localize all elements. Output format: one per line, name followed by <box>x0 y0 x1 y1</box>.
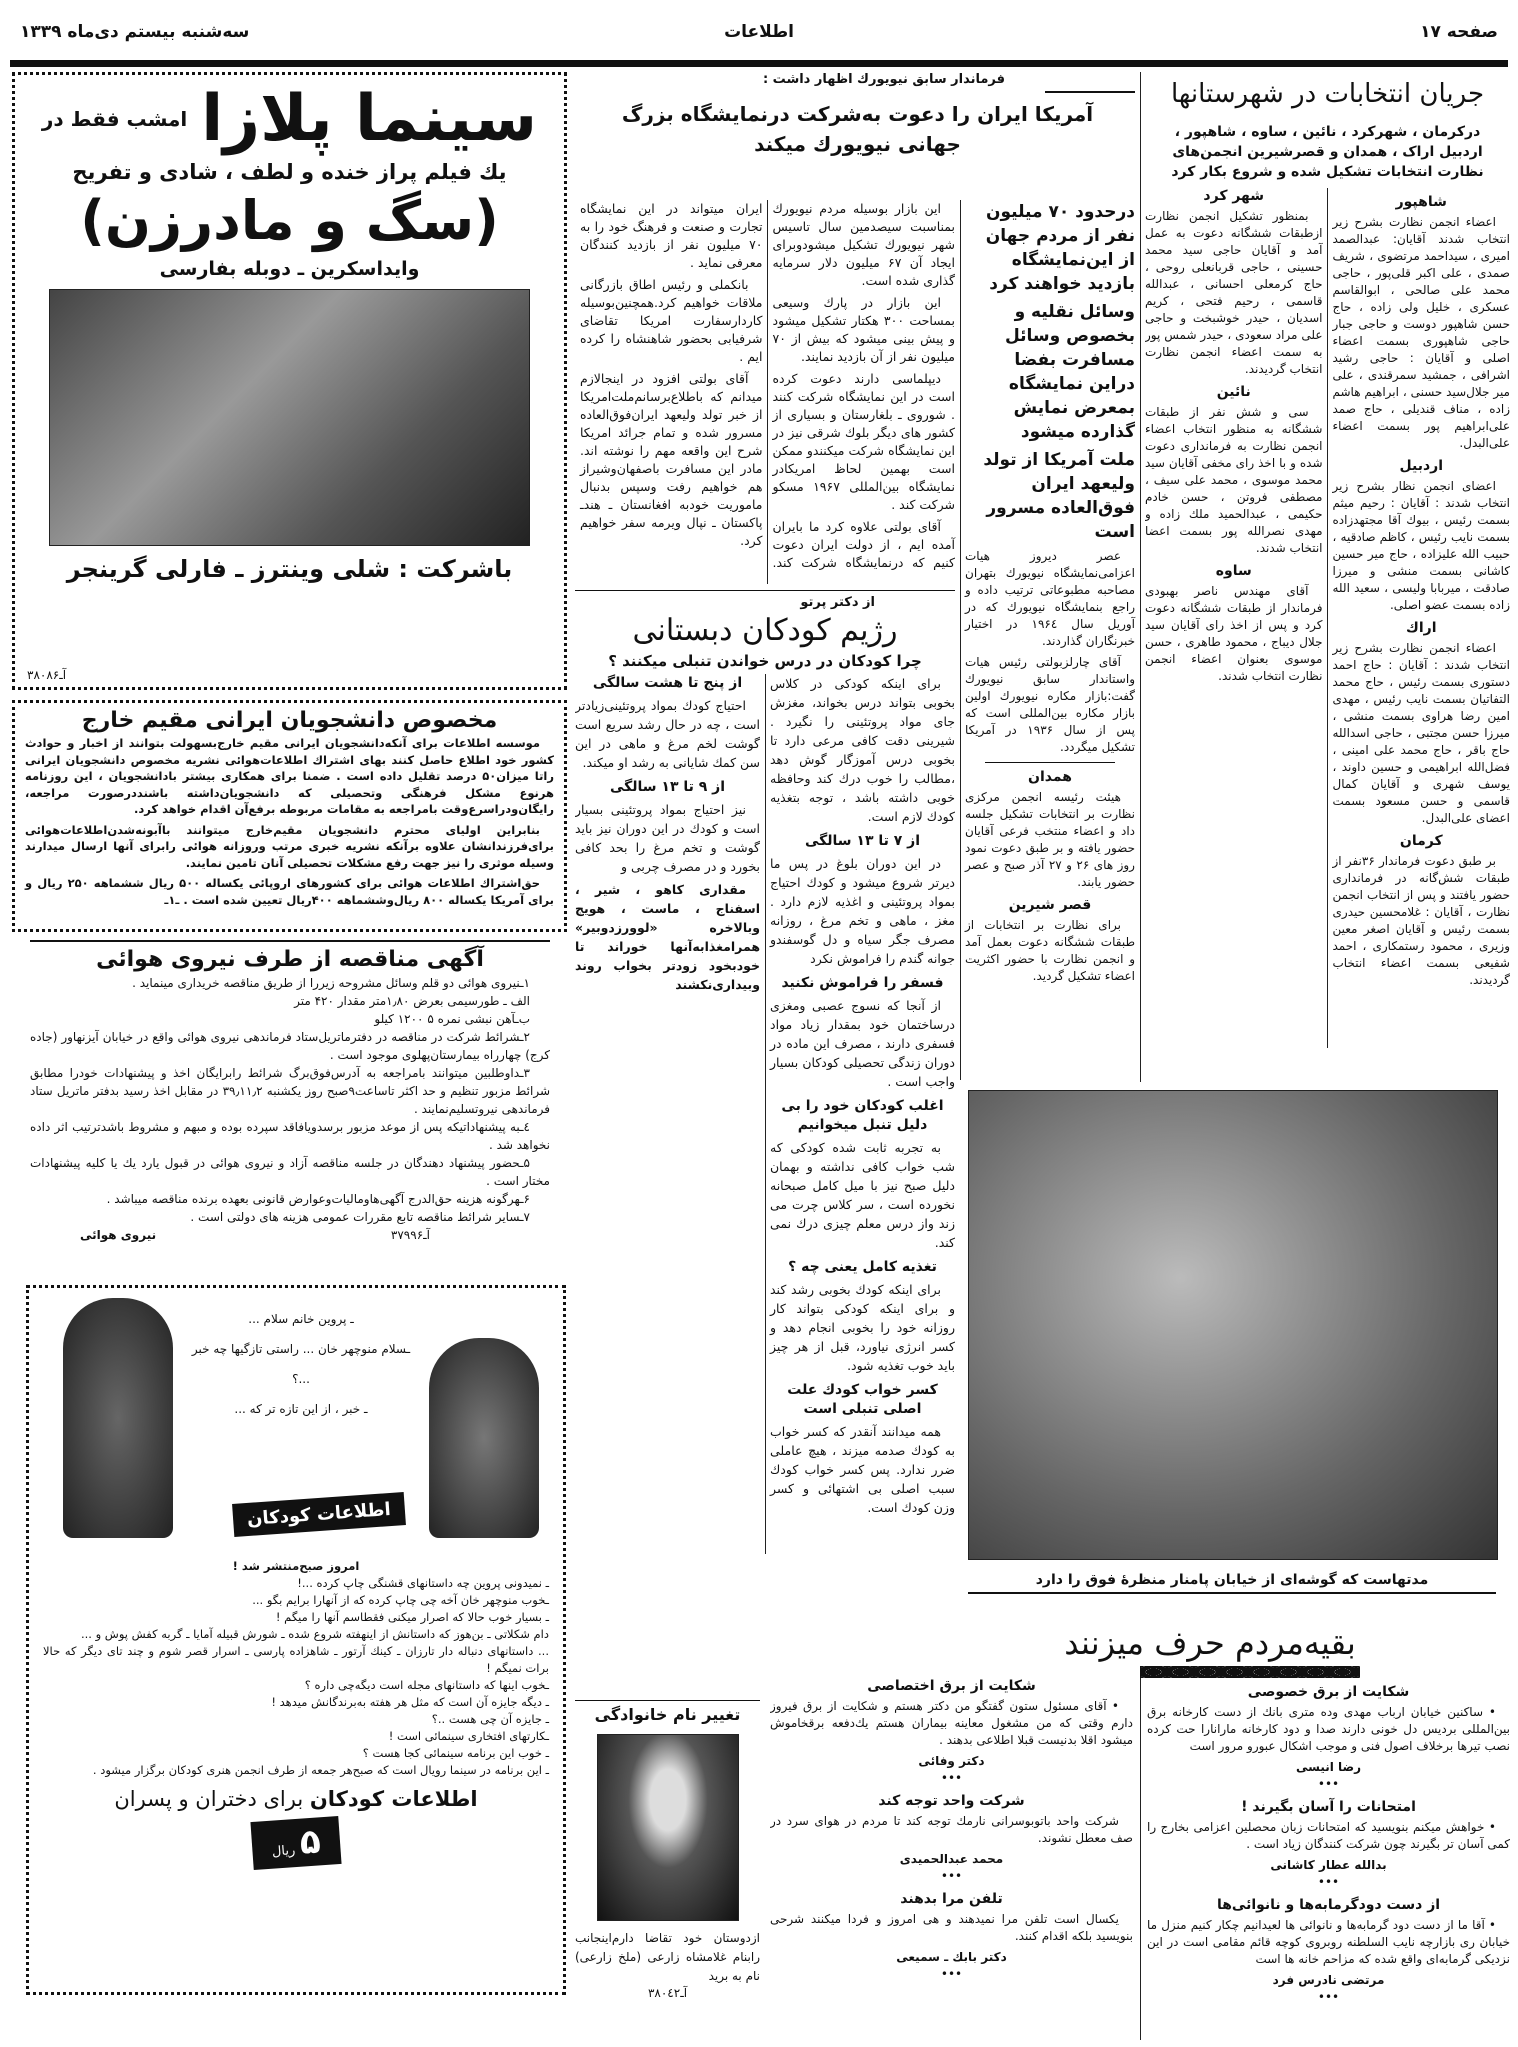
elections-body <box>1145 188 1510 1048</box>
newyork-kicker: فرماندار سابق نیویورك اظهار داشت : <box>762 72 1005 87</box>
complaint-title: تلفن مرا بدهند <box>900 1891 1003 1907</box>
separator: ••• <box>940 1967 963 1981</box>
elections-continued <box>965 769 1135 985</box>
paragraph: بنابراین اولیای محترم دانشجویان مقیم‌خارج میتوانند باآبونه‌شدن‌اطلاعات‌هوائی برای‌فرزندانشان علاوه برآنکه نشریه خبری مرتب وروزانه هوائی رابرای آنها ارسال میدارند وسیله موثری را نیز جهت رفع مشکلات تحصیلی آنان تامین نمایند. <box>25 822 554 870</box>
tender-item: ب‌ـآهن نبشی نمره ۵ ۱۲۰۰ کیلو <box>374 1012 530 1026</box>
kids-magazine-logo: اطلاعات کودکان <box>232 1492 406 1537</box>
paragraph: بانکملی و رئیس اطاق بازرگانی ملاقات خواهیم کرد.همچنین‌بوسیله کاردارسفارت امریکا تقاضای شرفیابی بحضور شاهنشاه را کرده ایم . <box>580 277 763 364</box>
paragraph: برای اینکه کودك بخوبی رشد کند و برای اینکه کودکی بتواند کار روزانه خود را بخوبی انجام دهد و کسر انرژی نیاورد، قبل از هر چیز باید خوب تغذیه شود. <box>770 1282 955 1373</box>
section-text: برای نظارت بر انتخابات از طبقات ششگانه دعوت بعمل آمد و انجمن نظارت با حضور اکثریت اعضاء تشکیل گردید. <box>965 918 1135 983</box>
dialog-line: دام شکلاتی ـ بن‌هوز که داستانش از اینهفته شروع شده ـ شورش قبیله آمایا ـ گربه کفش پوش و ... <box>80 1627 549 1641</box>
issue-date: سه‌شنبه بیستم دی‌ماه ۱۳۳۹ <box>20 22 250 42</box>
dialog-line: ... داستانهای دنباله دار تارزان ـ کینك آرتور ـ شاهزاده پارسی ـ اسرار قصر شوم و چند تای دیگر که حالا برات نمیگم ! <box>43 1644 549 1675</box>
section-text: اعضای انجمن نظار بشرح زیر انتخاب شدند : آقایان : رحیم میثم بسمت رئیس ، بیوك آقا مجتهدزاده بسمت نایب رئیس ، کاظم صادقیه ، حبیب الله علیزاده ، حاج میر حسین کاشانی بسمت منشی و میرزا صادقت ، میربابا ولیسی ، سعید الله زاده بسمت عضو اصلی. <box>1332 479 1510 612</box>
paragraph: از آنجا که نسوج عصبی ومغزی درساختمان خود بمقدار زیاد مواد فسفری دارند ، مصرف این ماده در دوران زندگی تحصیلی کودکان بسیار واجب است . <box>770 998 955 1089</box>
paragraph: به تجربه ثابت شده کودکی که شب خواب کافی نداشته و بهمان دلیل صبح نیز با میل کامل صبحانه نخورده است ، سر کلاس چرت می زند واز درس معلم چیزی درك نمی کند. <box>770 1140 955 1250</box>
paragraph: حق‌اشتراك اطلاعات هوائی برای کشورهای اروپائی یکساله ۵۰۰ ریال ششماهه ۲۵۰ ریال و برای آمریکا یکساله ۸۰۰ ریال‌وششماهه ۴۰۰ریال تعیین شده است . ـ۱ـ <box>25 876 554 907</box>
students-ad-title: مخصوص دانشجویان ایرانی مقیم خارج <box>81 708 498 733</box>
tender-item: الف ـ طورسیمی بعرض ۱٫۸۰متر مقدار ۴۲۰ متر <box>294 994 530 1008</box>
tender-item: ۱ـنیروی هوائی دو قلم وسائل مشروحه زیررا از طریق مناقصه خریداری مینماید . <box>132 976 530 990</box>
section-text: بمنظور تشکیل انجمن نظارت ازطبقات ششگانه دعوت به عمل آمد و آقایان حاجی سید محمد حسینی ، حاجی قربانعلی روحی ، حاج کرمعلی احسانی ، عبدالله قاسمی ، رحیم فتحی ، کریم اسدیان ، حیدر خوشبخت و حاجی علی مراد سعودی ، حیدر شمس پور به سمت اعضاء انجمن نظارت انتخاب گردیدند. <box>1145 209 1323 376</box>
students-abroad-ad <box>12 700 567 932</box>
paragraph: آقای بولتی افزود در اینجالازم میدانم که باطلاع‌برسانم‌ملت‌امریکا از خبر تولد ولیعهد ایران‌فوق‌العاده مسرور شده و تمام جرائد امریکا شرح این واقعه مهم را نوشته اند. مادر این مسافرت باصفهان‌وشیراز هم خواهیم رفت وسپس بدنبال ماموریت خودبه افغانستان ـ هندـ پاکستان ـ نپال ویرمه سفر خواهیم کرد. <box>580 371 763 548</box>
kids-footer-brand: اطلاعات کودکان <box>309 1787 478 1811</box>
section-title: اغلب کودکان خود را بی دلیل تنبل میخوانیم <box>781 1098 944 1133</box>
section-title: تغذیه کامل یعنی چه ؟ <box>788 1259 937 1275</box>
street-ruins-photo <box>968 1090 1498 1560</box>
section-title: شهر کرد <box>1203 188 1265 204</box>
dialog-line: ـخوب اینها که داستانهای مجله است دیگه‌چی داره ؟ <box>304 1678 549 1692</box>
section-title: از ۷ تا ۱۳ سالگی <box>804 833 921 849</box>
paragraph: دیپلماسی دارند دعوت کرده است در این نمایشگاه شرکت کنند . شوروی ـ بلغارستان و بسیاری از کشور های دیگر بلوك شرقی نیز در این نمایشگاه شرکت میکنندو ممکن است بهمین لحاظ امریکادر نمایشگاه بین‌المللی ۱۹۶۷ مسکو شرکت کند . <box>772 371 955 512</box>
section-title: از ۹ تا ۱۳ سالگی <box>609 779 726 795</box>
complaint-text: • ساکنین خیابان ارباب مهدی وده متری بانك از دست کارخانه برق بین‌المللی بردیس دل خونی دارند صدا و دود کارخانه مارانارا حت کرده نصب تیرها برخلاف اصول فنی و موجب اشکال عبورو مرور است <box>1147 1705 1510 1753</box>
kids-magazine-ad <box>26 1285 566 1995</box>
highlight-bullet: ملت آمریکا از تولد ولیعهد ایران فوق‌العاده مسرور است <box>983 450 1135 542</box>
family-name-title: تغییر نام خانوادگی <box>575 1700 760 1724</box>
section-text: سی و شش نفر از طبقات ششگانه به منظور انتخاب اعضاء انجمن نظارت به فرمانداری دعوت شده و با اخذ رای مخفی آقایان سید محمد موسوی ، محمد علی سیف ، مصطفی فروتن ، حسن خادم حکیمی ، عبدالحمید ملك زاده و مهدی نصرالله پور بسمت اعضا انتخاب شدند. <box>1145 405 1323 555</box>
complaint-title: شکایت از برق خصوصی <box>1247 1684 1410 1700</box>
kids-dialog-top <box>183 1304 419 1424</box>
ad-code: آـ۳۷۹۹۶ <box>390 1228 430 1242</box>
film-still-photo <box>49 289 530 546</box>
dialog-line: امروز صبح‌منتشر شد ! <box>232 1559 360 1573</box>
complaint-text: شرکت واحد باتوبوسرانی نارمك توجه کند تا مردم در هوای سرد در صف معطل نشوند. <box>770 1814 1133 1845</box>
section-text: اعضاء انجمن نظارت بشرح زیر انتخاب شدند آقایان: عبدالصمد امیری ، سیداحمد مرتضوی ، شریف صمدی ، علی اکبر قلی‌پور ، حاجی محمد علی صالحی ، ابوالقاسم عسکری ، خلیل ولی زاده ، حاج حسن شاهپور دوست و حاجی جبار حاجی شاهپوری بسمت اعضاء اصلی و آقایان : حاجی رشید اشرافی ، جمشید سمرقندی ، علی میر جلال‌سید حسنی ، ابراهیم هاشم زاده ، مناف قندیلی ، حاج صمد علی‌ابراهیم پور بسمت اعضاء علی‌البدل. <box>1332 215 1510 450</box>
paragraph: عصر دیروز هیات اعزامی‌نمایشگاه نیویورك بتهران مصاحبه مطبوعاتی ترتیب داده و راجع بنمایشگاه نیویورك که در آوریل سال ۱۹۶٤ در اختیار خبرنگاران گذاردند. <box>965 549 1135 648</box>
complaint-title: امتحانات را آسان بگیرند ! <box>1241 1799 1416 1815</box>
price-unit: ریال <box>271 1843 296 1860</box>
paragraph: آقای چارلزبولتی رئیس هیات واستاندار سابق نیویورك گفت:بازار مکاره نیویورك اولین بازار مکاره بین‌المللی است که پس از سال ۱۹۳۶ در آمریکا تشکیل میگردد. <box>965 655 1135 754</box>
page-number: صفحه ۱۷ <box>1420 22 1498 42</box>
complaint-signature: بدالله عطار کاشانی <box>1270 1858 1387 1872</box>
people-talk-section <box>770 1620 1510 2045</box>
cinema-name: سینما پلازا <box>201 82 538 156</box>
dialog-line: ـسلام منوچهر خان ... راستی تازگیها چه خبر ...؟ <box>191 1342 411 1386</box>
diet-article <box>575 590 955 1621</box>
air-force-tender-ad <box>30 940 550 1242</box>
dialog-line: ـ پروین خانم سلام ... <box>248 1312 354 1326</box>
section-title: شاهپور <box>1395 194 1447 210</box>
section-title: اردبیل <box>1399 458 1443 474</box>
tender-title: آگهی مناقصه از طرف نیروی هوائی <box>96 947 484 972</box>
ad-code: آـ۳۸۰٤۲ <box>647 1986 688 2000</box>
complaint-signature: دکتر وفائی <box>918 1754 985 1768</box>
complaint-text: • آقا ما از دست دود گرمابه‌ها و نانوائی ها لعیدانیم چکار کنیم منزل ما خیابان ری بازارچه نایب السلطنه روبروی کوچه قائم مقامی است در این نزدیکی گرمابه‌ای واقع شده که مزاحم خانه ها است <box>1147 1918 1510 1966</box>
complaint-signature: دکتر بابك ـ سمیعی <box>896 1950 1007 1964</box>
newyork-right-column <box>965 200 1135 989</box>
separator: ••• <box>1317 1875 1340 1889</box>
tender-body <box>30 974 550 1226</box>
section-text: آقای مهندس ناصر بهبودی فرماندار از طبقات ششگانه دعوت کرد و پس از اخذ رای آقایان سید جلال دیباج ، محمود طاهری ، حسن موسوی بعنوان اعضاء انجمن نظارت انتخاب شدند. <box>1145 584 1323 683</box>
film-cast: باشرکت : شلی وینترز ـ فارلی گرینجر <box>66 555 513 583</box>
newyork-bullets <box>965 200 1135 544</box>
cinema-plaza-ad <box>12 72 567 690</box>
diet-subhead: چرا کودکان در درس خواندن تنبلی میکنند ؟ <box>608 652 922 670</box>
students-ad-body <box>25 735 554 908</box>
diet-headline: رژیم کودکان دبستانی <box>632 613 898 648</box>
complaint-signature: محمد عبدالحمیدی <box>899 1852 1004 1866</box>
paragraph: احتیاج کودك بمواد پروتئینی‌زیادتر است ، چه در حال رشد سریع است گوشت لخم مرغ و ماهی در این سن کمك شایانی به رشد او میکند. <box>575 698 760 770</box>
people-headline: بقیه‌مردم حرف میزنند <box>1064 1624 1356 1662</box>
dialog-line: ـ جایزه آن چی هست ..؟ <box>431 1712 549 1726</box>
paragraph: برای اینکه کودکی در کلاس بخوبی بتواند درس بخواند، مغزش جای مواد پروتئینی را نگیرد . شیرینی دقت کافی مرعی دارد تا بخوبی درس آموزگار گوش دهد ،مطالب را خوب درك کند وحافظه خوبی داشته باشد ، توجه بتغذیه کودك لازم است. <box>770 676 955 824</box>
dialog-line: ـکارتهای افتخاری سینمائی است ! <box>388 1729 549 1743</box>
diet-body <box>575 674 955 1554</box>
paragraph: در این دوران بلوغ در پس ما دیرتر شروع میشود و کودك احتیاج بمواد پروتئینی و اغذیه لازم دارد . مغز ، ماهی و تخم مرغ ، روزانه مصرف جگر سیاه و دل گوسفندو جوانه گندم را فراموش نکرد <box>770 856 955 966</box>
section-title: همدان <box>1028 769 1072 785</box>
dialog-line: ـ این برنامه در سینما رویال است که صبح‌هر جمعه از طرف انجمن هنری کودکان برگزار میشود . <box>92 1763 549 1777</box>
newyork-body-continued <box>965 548 1135 756</box>
paragraph: این بازار در پارك وسیعی بمساحت ۳۰۰ هکتار تشکیل میشود و پیش بینی میشود که بیش از ۷۰ میلیون نفر از آن بازدید نمایند. <box>772 295 955 364</box>
section-title: فسفر را فراموش نکنید <box>781 975 944 991</box>
section-text: اعضاء انجمن نظارت بشرح زیر انتخاب شدند : آقایان : حاج احمد دستوری بسمت رئیس ، حاج محمد التفاتیان بسمت نایب رئیس ، مهدی امین رضا هراوی بسمت منشی ، میرزا حسن مجتبی ، حاجی اسدالله حاج باقر ، حاج محمد علی امینی ، فضل‌الله ابراهیمی و حسین داوند ، یوسف شهری و آقایان کمال قاسمی و حسن مسعود بسمت اعضای علی‌البدل. <box>1332 641 1510 825</box>
paragraph: همه میدانند آنقدر که کسر خواب به کودك صدمه میزند ، هیچ عاملی ضرر ندارد. پس کسر خواب کودك سبب اصلی بی اشتهائی و کسر وزن کودك است. <box>770 1424 955 1515</box>
section-title: نائین <box>1216 384 1251 400</box>
film-format: وایداسکرین ـ دوبله بفارسی <box>159 258 420 280</box>
complaint-text: یکسال است تلفن مرا نمیدهند و هی امروز و فردا میکنند شرحی بنویسید بلکه اقدام کنند. <box>770 1912 1133 1943</box>
newyork-headline: آمریکا ایران را دعوت به‌شرکت درنمایشگاه بزرگ جهانی نیویورك میکند <box>621 102 1094 156</box>
ad-code: آـ۳۸۰۸۶ <box>27 668 67 682</box>
boy-silhouette <box>429 1338 539 1538</box>
separator: ••• <box>1317 1777 1340 1791</box>
family-name-notice <box>575 1700 760 2000</box>
kids-footer-text: برای دختران و پسران <box>114 1787 304 1811</box>
paragraph: مقداری کاهو ، شیر ، اسفناج ، ماست ، هویج وبالاخره «لوورزدوبیر» همرامغذابه‌آنها خوراند تا خودبخود زودتر بخواب روند وبیداری‌نکشند <box>575 882 760 992</box>
tender-item: ۷ـسایر شرائط مناقصه تابع مقررات عمومی هزینه های دولتی است . <box>190 1210 530 1224</box>
price-number: ۵ <box>298 1821 322 1863</box>
complaint-title: شرکت واحد توجه کند <box>878 1793 1025 1809</box>
section-text: هیئت رئیسه انجمن مرکزی نظارت بر انتخابات تشکیل جلسه داد و اعضاء منتخب فرعی آقایان حضور یافته و بر طبق دعوت نمود روز های ۲۶ و ۲۷ آذر صبح و عصر حضور یابند. <box>965 790 1135 889</box>
paragraph: آقای بولتی علاوه کرد ما بایران آمده ایم ، از دولت ایران دعوت کنیم که درنمایشگاه شرکت کند. ایران میتواند در این نمایشگاه تجارت و صنعت و فرهنگ خود را به ۷۰ میلیون نفر از بازدید کنندگان معرفی نماید . <box>580 201 955 570</box>
price-badge <box>250 1816 341 1870</box>
section-title: کسر خواب کودك علت اصلی تنبلی است <box>787 1382 938 1417</box>
complaint-title: شکایت از برق اختصاصی <box>867 1678 1036 1694</box>
highlight-bullet: وسائل نقلیه و بخصوص وسائل مسافرت بفضا دراین نمایشگاه بمعرض نمایش گذارده میشود <box>1004 302 1135 442</box>
section-title: از پنج تا هشت سالگی <box>592 675 743 691</box>
tender-signature: نیروی هوائی <box>80 1228 157 1242</box>
paragraph: نیز احتیاج بمواد پروتئینی بسیار است و کودك در این دوران نیز باید گوشت و تخم مرغ را بحد کافی بخورد و در مصرف چربی و <box>575 802 760 874</box>
tender-item: ٤ـبه پیشنهاداتیکه پس از موعد مزبور برسدویافاقد سپرده بوده و مبهم و مشروط باشدترتیب اثر داده نخواهد شد . <box>30 1120 550 1152</box>
header-rule <box>10 60 1508 67</box>
tender-item: ۲ـشرائط شرکت در مناقصه در دفترماتریل‌ستاد فرماندهی نیروی هوائی واقع در خیابان آیزنهاور (جاده کرج) چهارراه بیمارستان‌پهلوی موجود است . <box>30 1030 550 1062</box>
section-title: قصر شیرین <box>1008 897 1092 913</box>
people-body <box>770 1678 1510 2040</box>
diet-byline: از دکتر پرتو <box>800 595 875 610</box>
elections-headline: جریان انتخابات در شهرستانها <box>1170 79 1485 109</box>
dialog-line: ـ خوب این برنامه سینمائی کجا هست ؟ <box>362 1746 549 1760</box>
complaint-title: از دست دودگرمابه‌ها و نانوائی‌ها <box>1216 1897 1441 1913</box>
family-name-text: ازدوستان خود تقاضا دارم‌اینجانب رابنام غلامشاه زارعی (ملخ زارعی) نام به برید <box>575 1931 760 1983</box>
film-title: (سگ و مادرزن) <box>80 189 499 252</box>
masthead: اطلاعات <box>724 22 794 42</box>
dialog-line: ـ نمیدونی پروین چه داستانهای قشنگی چاپ کرده ...! <box>297 1576 549 1590</box>
newyork-body <box>580 200 955 584</box>
section-title: ساوه <box>1215 563 1252 579</box>
dialog-line: ـ بسیار خوب حالا که اصرار میکنی فقطاسم آنها را میگم ! <box>275 1610 549 1624</box>
section-title: کرمان <box>1399 833 1443 849</box>
portrait-photo <box>597 1734 739 1921</box>
complaint-text: • خواهش میکنم بنویسید که امتحانات زبان محصلین اعزامی بخارج را کمی آسان تر بگیرند چون شرکت کنندگان زیاد است . <box>1147 1820 1510 1851</box>
kids-dialog <box>43 1558 549 1779</box>
dialog-line: ـخوب منوچهر خان آخه چی چاپ کرده که از آنهارا برایم بگو ... <box>252 1593 549 1607</box>
girl-silhouette <box>63 1298 173 1538</box>
paragraph: این بازار بوسیله مردم نیویورك بمناسبت سیصدمین سال تاسیس شهر نیویورك تشکیل میشودوبرای ایجاد آن ۶۷ میلیون دلار سرمایه گذاری شده است. <box>772 201 955 288</box>
dialog-line: ـ دیگه جایزه آن است که مثل هر هفته به‌برندگانش میدهد ! <box>271 1695 549 1709</box>
separator: ••• <box>940 1869 963 1883</box>
section-text: بر طبق دعوت فرماندار ۳۶نفر از طبقات شش‌گانه در فرمانداری حضور یافتند و پس از انتخاب انجمن نظارت ، آقایان : غلامحسین حیدری بسمت رئیس و آقایان اصغر معین وزیری ، محمود رستمکاری ، احمد شفیعی بسمت اعضاء انتخاب گردیدند. <box>1332 854 1510 987</box>
dialog-line: ـ خبر ، از این تازه تر که ... <box>234 1402 368 1416</box>
ornament-divider <box>1140 1666 1360 1678</box>
separator: ••• <box>940 1771 963 1785</box>
complaint-signature: رضا انیسی <box>1295 1760 1362 1774</box>
highlight-bullet: درحدود ۷۰ میلیون نفر از مردم جهان از این‌نمایشگاه بازدید خواهند کرد <box>985 202 1135 294</box>
tender-item: ۵ـحضور پیشنهاد دهندگان در جلسه مناقصه آزاد و نیروی هوائی در قبول یارد یك یا کلیه پیشنهادات مختار است . <box>30 1156 550 1188</box>
section-title: اراك <box>1406 620 1437 636</box>
photo-caption: مدتهاست که گوشه‌ای از خیابان پامنار منظرهٔ فوق را دارد <box>968 1572 1496 1594</box>
elections-article <box>1145 72 1510 1082</box>
newyork-article <box>580 72 1135 159</box>
complaint-signature: مرتضی نادرس فرد <box>1272 1973 1385 1987</box>
complaint-text: • آقای مسئول ستون گفتگو من دکتر هستم و شکایت از برق فیروز دارم وقتی که من مشغول معاینه بیماران هستم یك‌دفعه برقخاموش میشود اقلا بدنیست قبلا اطلاعی بدهند . <box>770 1699 1133 1747</box>
cinema-tagline: یك فیلم پراز خنده و لطف ، شادی و تفریح <box>72 160 507 184</box>
cinema-line1: امشب فقط در <box>41 107 188 131</box>
separator: ••• <box>1317 1990 1340 2004</box>
paragraph: موسسه اطلاعات برای آنکه‌دانشجویان ایرانی مقیم خارج‌بسهولت بتوانند از اخبار و حوادث کشور خود اطلاع حاصل کنند بهای اشتراك اطلاعات‌هوائی نشریه مخصوص دانشجویان ایرانی راتا میزان۵۰ درصد تقلیل داده است . ضمنا برای همکاری بیشتر بادانشجویان ، این روزنامه هرنوع مشکل فرهنگی وتحصیلی که دانشجویان‌داشته باشنددرصورت مراجعه، رایگان‌ودراسرع‌وقت بامراجعه به مقامات مربوطه برفع‌آن اقدام خواهد کرد. <box>25 736 554 816</box>
tender-item: ۳ـداوطلبین میتوانند بامراجعه به آدرس‌فوق‌برگ شرائط رابرایگان اخذ و پیشنهادات خودرا مطابق شرائط مزبور تنظیم و حد اکثر تاساعت۹صبح روز یکشنبه ۳۹٫۱۱٫۲ در مقابل اخذ رسید بدفتر ماتریل ستاد فرماندهی نیروتسلیم‌نمایند . <box>30 1066 551 1116</box>
tender-item: ۶ـهرگونه هزینه حق‌الدرج آگهی‌هاومالیات‌وعوارض قانونی بعهده برنده مناقصه میباشد . <box>106 1192 530 1206</box>
elections-subhead: درکرمان ، شهرکرد ، نائین ، ساوه ، شاهپور ، اردبیل اراک ، همدان و قصرشیرین انجمن‌های نظارت انتخابات تشکیل شده و شروع بکار کرد <box>1171 124 1484 180</box>
